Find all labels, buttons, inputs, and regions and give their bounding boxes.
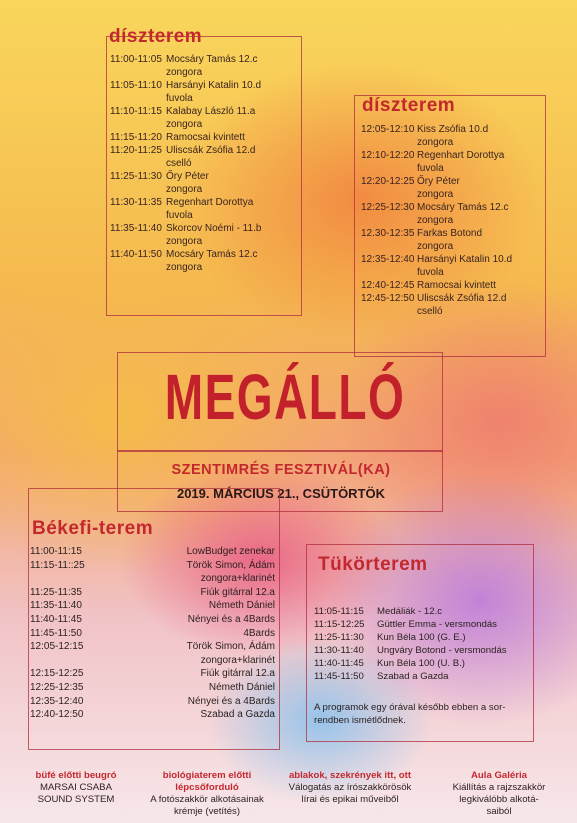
schedule-time <box>110 235 166 248</box>
schedule-desc: Harsányi Katalin 10.d <box>417 254 513 265</box>
schedule-time: 11:45-11:50 <box>30 627 82 639</box>
footer-heading-2: lépcsőforduló <box>175 782 239 793</box>
schedule-desc: zongora <box>166 67 203 78</box>
schedule-time: 12:05-12:10 <box>361 124 415 135</box>
schedule-desc: fuvola <box>166 93 193 104</box>
schedule-row <box>361 305 545 318</box>
schedule-desc: fuvola <box>417 267 444 278</box>
disz1-schedule <box>110 53 300 274</box>
schedule-desc: zongora <box>166 184 203 195</box>
schedule-time <box>361 305 417 318</box>
footer-line: lírai és epikai műveiből <box>301 794 399 805</box>
schedule-time: 12:25-12:35 <box>30 681 84 693</box>
schedule-time: 11:20-11:25 <box>110 145 162 156</box>
footer-ablakok <box>280 770 420 806</box>
schedule-desc: Medálіák - 12.c <box>377 606 443 617</box>
schedule-desc: zongora <box>166 262 203 273</box>
schedule-row <box>361 266 545 279</box>
schedule-row <box>361 279 545 292</box>
schedule-row <box>361 162 545 175</box>
footer-heading: ablakok, szekrények itt, ott <box>288 770 412 781</box>
schedule-desc: 4Bards <box>243 627 275 639</box>
schedule-time <box>110 92 166 105</box>
schedule-row <box>361 149 545 162</box>
schedule-row <box>110 92 300 105</box>
tukor-note <box>314 701 524 727</box>
footer-line: krémje (vetítés) <box>173 806 241 817</box>
schedule-row <box>110 222 300 235</box>
schedule-time: 11:35-11:40 <box>110 223 162 234</box>
schedule-desc: Fiúk gitárral 12.a <box>200 586 275 598</box>
schedule-time: 12:40-12:50 <box>30 709 84 721</box>
schedule-row <box>110 66 300 79</box>
schedule-time: 11:45-11:50 <box>314 671 364 682</box>
schedule-time: 11:35-11:40 <box>30 600 82 612</box>
schedule-time <box>361 162 417 175</box>
schedule-desc: Ramocsai kvintett <box>417 280 496 291</box>
schedule-row <box>361 214 545 227</box>
schedule-time: 12:35-12:40 <box>361 254 415 265</box>
schedule-row <box>30 599 275 613</box>
schedule-time <box>30 654 92 668</box>
schedule-time: 12:15-12:25 <box>30 668 84 680</box>
schedule-row <box>314 605 524 618</box>
schedule-time: 11:25-11:30 <box>314 632 364 643</box>
schedule-desc: zongora <box>417 137 454 148</box>
schedule-time: 11:25-11:35 <box>30 586 82 598</box>
schedule-row <box>314 657 524 670</box>
schedule-row <box>314 631 524 644</box>
schedule-row <box>110 79 300 92</box>
schedule-time <box>110 183 166 196</box>
schedule-desc: Kun Béla 100 (U. B.) <box>377 658 465 669</box>
footer-line: Válogatás az írószakkörösök <box>288 782 412 793</box>
footer-heading: büfé előtti beugró <box>35 770 117 781</box>
tukor-schedule <box>314 605 524 683</box>
schedule-row <box>30 681 275 695</box>
schedule-time <box>30 572 92 586</box>
tukor-note-line2: rendben ismétlődnek. <box>314 715 406 726</box>
schedule-row <box>30 695 275 709</box>
schedule-desc: zongora <box>166 236 203 247</box>
footer-line: Kiállítás a rajzszakkör <box>452 782 546 793</box>
schedule-time: 11:30-11:35 <box>110 197 162 208</box>
schedule-desc: zongora <box>417 215 454 226</box>
schedule-desc: Güttler Emma - versmondás <box>377 619 497 630</box>
schedule-row <box>110 105 300 118</box>
schedule-desc: Uliscsák Zsófia 12.d <box>166 145 256 156</box>
schedule-desc: zongora <box>417 189 454 200</box>
schedule-row <box>30 640 275 654</box>
schedule-time: 11:15-11:20 <box>110 132 162 143</box>
schedule-desc: Nényei és a 4Bards <box>187 613 275 625</box>
footer-buffe <box>12 770 140 806</box>
schedule-desc: Mocsáry Tamás 12.c <box>166 249 258 260</box>
schedule-desc: Németh Dániel <box>208 600 275 612</box>
event-date: 2019. MÁRCIUS 21., CSÜTÖRTÖK <box>176 486 386 501</box>
schedule-time <box>361 266 417 279</box>
schedule-row <box>110 118 300 131</box>
schedule-desc: Mocsáry Tamás 12.c <box>166 54 258 65</box>
schedule-time <box>110 209 166 222</box>
schedule-row <box>110 170 300 183</box>
schedule-row <box>361 240 545 253</box>
schedule-row <box>361 123 545 136</box>
bekefi-title: Békefi-terem <box>32 518 154 539</box>
schedule-row <box>110 131 300 144</box>
schedule-desc: Farkas Botond <box>417 228 483 239</box>
schedule-row <box>30 613 275 627</box>
schedule-time <box>361 240 417 253</box>
schedule-row <box>361 227 545 240</box>
schedule-row <box>30 667 275 681</box>
schedule-time: 11:25-11:30 <box>110 171 162 182</box>
schedule-row <box>110 157 300 170</box>
schedule-row <box>361 292 545 305</box>
schedule-desc: fuvola <box>166 210 193 221</box>
footer-line: legkiválóbb alkotá- <box>459 794 539 805</box>
main-title-inner-line <box>117 450 443 452</box>
schedule-time <box>110 66 166 79</box>
schedule-row <box>314 644 524 657</box>
footer-aula <box>430 770 568 818</box>
schedule-time: 12:35-12:40 <box>30 695 84 707</box>
schedule-time: 12:10-12:20 <box>361 150 415 161</box>
footer-line: A fotószakkör alkotásainak <box>150 794 264 805</box>
schedule-time: 11:40-11:45 <box>30 613 82 625</box>
schedule-time: 11:00-11:05 <box>110 54 162 65</box>
schedule-desc: Török Simon, Ádám <box>186 559 275 571</box>
schedule-row <box>30 708 275 722</box>
schedule-desc: zongora <box>417 241 454 252</box>
schedule-time: 11:00-11:15 <box>30 546 82 557</box>
schedule-time: 11:40-11:50 <box>110 249 162 260</box>
schedule-desc: zongora+klarinét <box>200 573 275 585</box>
page-title: MEGÁLLÓ <box>164 361 406 433</box>
schedule-time <box>110 157 166 170</box>
schedule-row <box>361 201 545 214</box>
schedule-time: 12:05-12:15 <box>30 641 84 653</box>
schedule-time: 12:45-12:50 <box>361 293 415 304</box>
schedule-time: 11:15-11::25 <box>30 559 85 571</box>
schedule-time: 12.30-12:35 <box>361 228 415 239</box>
schedule-row <box>361 253 545 266</box>
schedule-row <box>110 183 300 196</box>
schedule-row <box>30 545 275 559</box>
schedule-desc: Szabad a Gazda <box>377 671 449 682</box>
festival-subtitle: SZENTIMRÉS FESZTIVÁL(KA) <box>171 462 391 478</box>
schedule-time: 12:20-12:25 <box>361 176 415 187</box>
disz2-schedule <box>361 123 545 318</box>
schedule-desc: cselló <box>417 306 443 317</box>
schedule-time <box>110 261 166 274</box>
schedule-time: 11:10-11:15 <box>110 106 162 117</box>
schedule-row <box>110 235 300 248</box>
schedule-desc: Ungváry Botond - versmondás <box>377 645 507 656</box>
footer-heading: biológiaterem előtti <box>162 770 252 781</box>
schedule-row <box>110 53 300 66</box>
schedule-desc: cselló <box>166 158 192 169</box>
schedule-desc: Szabad a Gazda <box>200 709 275 721</box>
schedule-time <box>361 214 417 227</box>
schedule-time <box>110 118 166 131</box>
schedule-desc: Török Simon, Ádám <box>186 641 275 653</box>
schedule-time: 11:40-11:45 <box>314 658 364 669</box>
schedule-desc: Skorcov Noémi - 11.b <box>166 223 262 234</box>
footer-heading: Aula Galéria <box>471 770 527 781</box>
schedule-time: 12:25-12:30 <box>361 202 415 213</box>
schedule-desc: Regenhart Dorottya <box>166 197 254 208</box>
schedule-desc: Uliscsák Zsófia 12.d <box>417 293 507 304</box>
footer-line: MARSAI CSABA <box>40 782 112 793</box>
schedule-desc: Őry Péter <box>417 176 460 187</box>
schedule-row <box>30 559 275 573</box>
schedule-desc: Őry Péter <box>166 171 209 182</box>
schedule-row <box>30 572 275 586</box>
schedule-time <box>361 136 417 149</box>
schedule-desc: Kun Béla 100 (G. E.) <box>377 632 466 643</box>
footer-line: saiból <box>486 806 512 817</box>
tukor-title: Tükörterem <box>318 554 428 575</box>
schedule-row <box>110 248 300 261</box>
schedule-row <box>361 175 545 188</box>
schedule-desc: Kiss Zsófia 10.d <box>417 124 489 135</box>
tukor-note-line1: A programok egy órával később ebben a sor- <box>314 702 506 713</box>
schedule-desc: zongora <box>166 119 203 130</box>
schedule-desc: Mocsáry Tamás 12.c <box>417 202 509 213</box>
schedule-row <box>361 188 545 201</box>
schedule-desc: Nényei és a 4Bards <box>187 695 275 707</box>
footer-biologia <box>140 770 274 818</box>
schedule-time <box>361 188 417 201</box>
schedule-time: 11:30-11:40 <box>314 645 364 656</box>
schedule-time: 11:05-11:15 <box>314 606 364 617</box>
schedule-desc: Ramocsai kvintett <box>166 132 245 143</box>
schedule-desc: Németh Dániel <box>208 681 275 693</box>
schedule-row <box>30 627 275 641</box>
schedule-desc: fuvola <box>417 163 444 174</box>
schedule-row <box>361 136 545 149</box>
schedule-desc: LowBudget zenekar <box>186 546 275 557</box>
schedule-time: 11:15-12:25 <box>314 619 365 630</box>
schedule-desc: Regenhart Dorottya <box>417 150 505 161</box>
schedule-row <box>314 618 524 631</box>
schedule-row <box>30 586 275 600</box>
footer-line: SOUND SYSTEM <box>37 794 115 805</box>
schedule-row <box>110 209 300 222</box>
schedule-row <box>314 670 524 683</box>
schedule-desc: Kalabay László 11.a <box>166 106 256 117</box>
schedule-desc: zongora+klarinét <box>200 654 275 666</box>
schedule-row <box>30 654 275 668</box>
schedule-row <box>110 261 300 274</box>
schedule-desc: Harsányi Katalin 10.d <box>166 80 262 91</box>
schedule-row <box>110 144 300 157</box>
schedule-row <box>110 196 300 209</box>
schedule-time: 11:05-11:10 <box>110 80 162 91</box>
schedule-desc: Fiúk gitárral 12.a <box>200 668 275 680</box>
schedule-time: 12:40-12:45 <box>361 280 415 291</box>
disz1-title: díszterem <box>109 26 203 47</box>
bekefi-schedule <box>30 545 275 722</box>
disz2-title: díszterem <box>362 95 456 116</box>
